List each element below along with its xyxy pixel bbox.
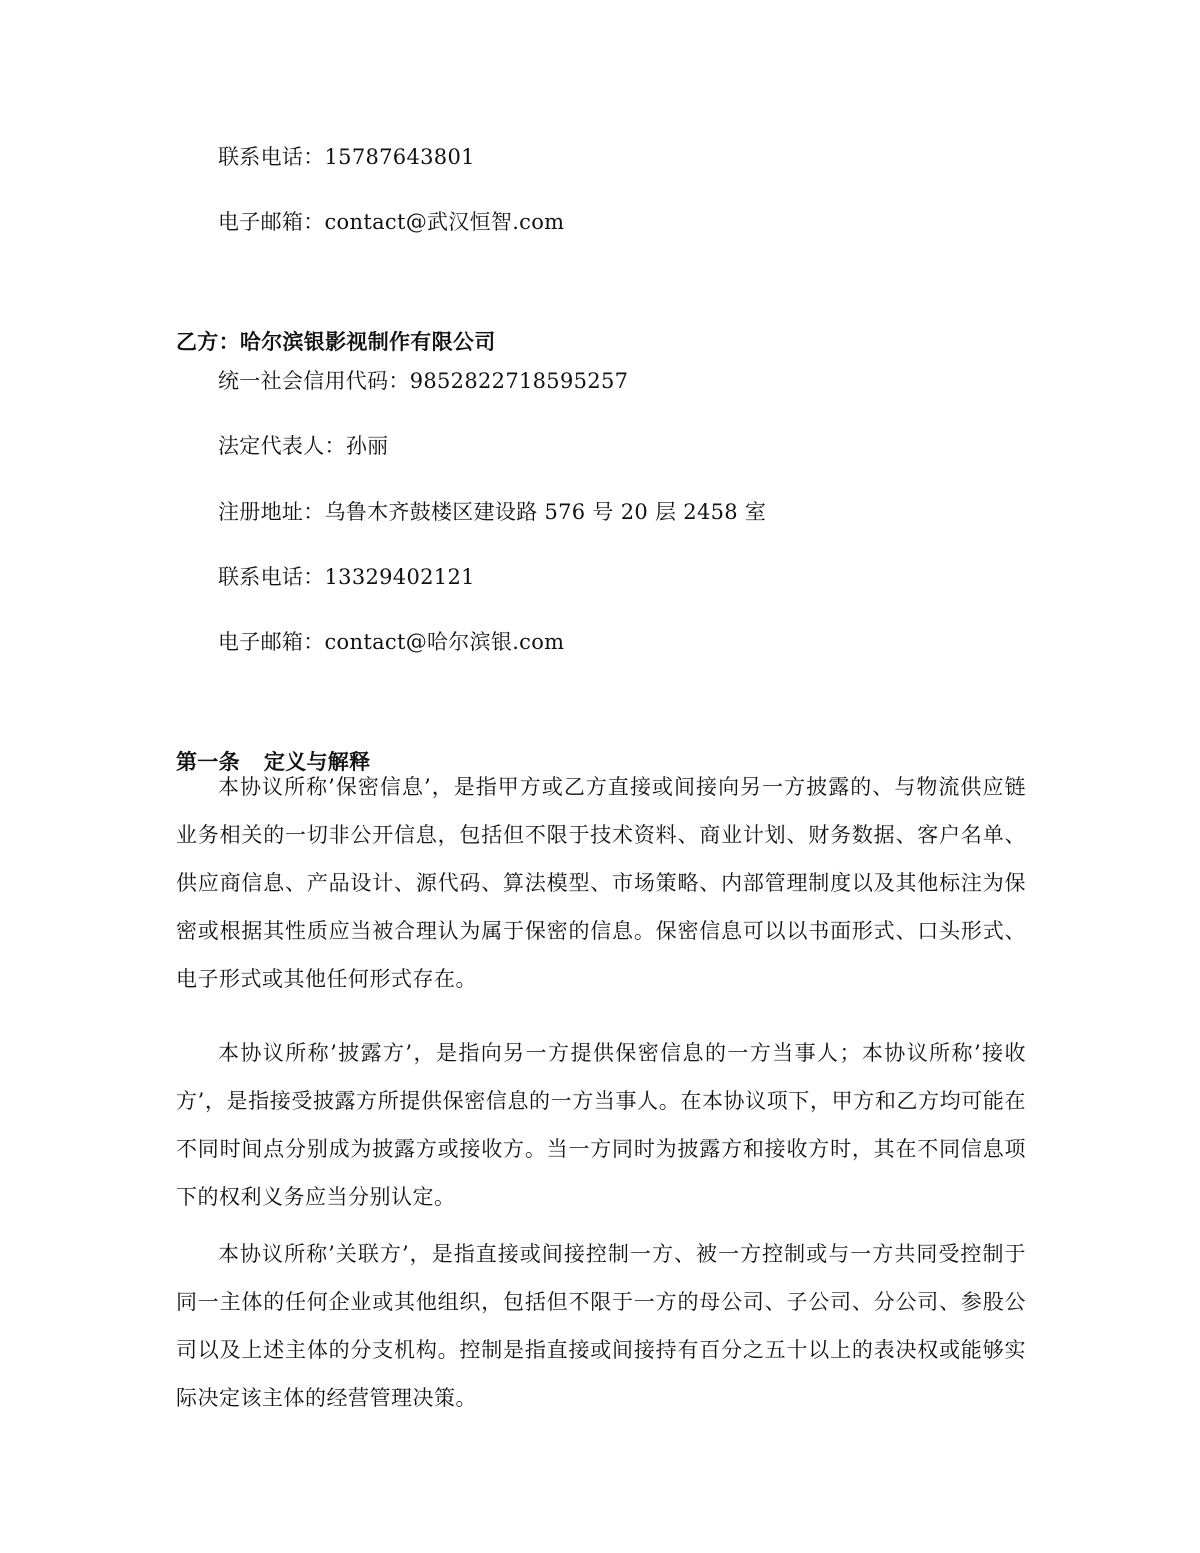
party-a-phone-label: 联系电话： xyxy=(218,145,325,169)
party-b-address-line xyxy=(218,497,766,527)
party-b-address-label: 注册地址： xyxy=(218,500,325,524)
party-b-email-line xyxy=(218,627,564,657)
article-1-paragraph-3: 本协议所称’关联方’，是指直接或间接控制一方、被一方控制或与一方共同受控制于同一主体的任何企业或其他组织，包括但不限于一方的母公司、子公司、分公司、参股公司以及上述主体的分支机构。控制是指直接或间接持有百分之五十以上的表决权或能够实际决定该主体的经营管理决策。 xyxy=(176,1242,1026,1410)
party-b-email-label: 电子邮箱： xyxy=(218,630,325,654)
article-1-paragraph-2: 本协议所称’披露方’，是指向另一方提供保密信息的一方当事人；本协议所称’接收方’，是指接受披露方所提供保密信息的一方当事人。在本协议项下，甲方和乙方均可能在不同时间点分别成为披露方或接收方。当一方同时为披露方和接收方时，其在不同信息项下的权利义务应当分别认定。 xyxy=(176,1041,1026,1209)
party-b-credit-code-line xyxy=(218,366,628,396)
party-b-email-value: contact@哈尔滨银.com xyxy=(324,630,565,654)
party-b-credit-code-value: 9852822718595257 xyxy=(409,369,629,393)
party-b-legal-rep-value: 孙丽 xyxy=(345,434,389,458)
party-b-credit-code-label: 统一社会信用代码： xyxy=(218,369,410,393)
party-b-heading: 乙方：哈尔滨银影视制作有限公司 xyxy=(176,330,496,354)
party-a-phone-value: 15787643801 xyxy=(324,145,475,169)
party-b-phone-label: 联系电话： xyxy=(218,565,325,589)
article-1-paragraph-1: 本协议所称’保密信息’，是指甲方或乙方直接或间接向另一方披露的、与物流供应链业务相关的一切非公开信息，包括但不限于技术资料、商业计划、财务数据、客户名单、供应商信息、产品设计、源代码、算法模型、市场策略、内部管理制度以及其他标注为保密或根据其性质应当被合理认为属于保密的信息。保密信息可以以书面形式、口头形式、电子形式或其他任何形式存在。 xyxy=(176,775,1026,991)
party-b-address-value: 乌鲁木齐鼓楼区建设路 576 号 20 层 2458 室 xyxy=(324,500,767,524)
party-a-email-line xyxy=(218,207,564,237)
party-b-legal-rep-line xyxy=(218,431,388,461)
party-a-email-label: 电子邮箱： xyxy=(218,210,325,234)
article-1-number: 第一条 xyxy=(176,750,240,774)
party-a-email-value: contact@武汉恒智.com xyxy=(324,210,565,234)
article-1-title: 定义与解释 xyxy=(263,750,371,774)
party-b-legal-rep-label: 法定代表人： xyxy=(218,434,346,458)
party-a-phone-line xyxy=(218,142,475,172)
party-b-phone-value: 13329402121 xyxy=(324,565,475,589)
party-b-phone-line xyxy=(218,562,475,592)
